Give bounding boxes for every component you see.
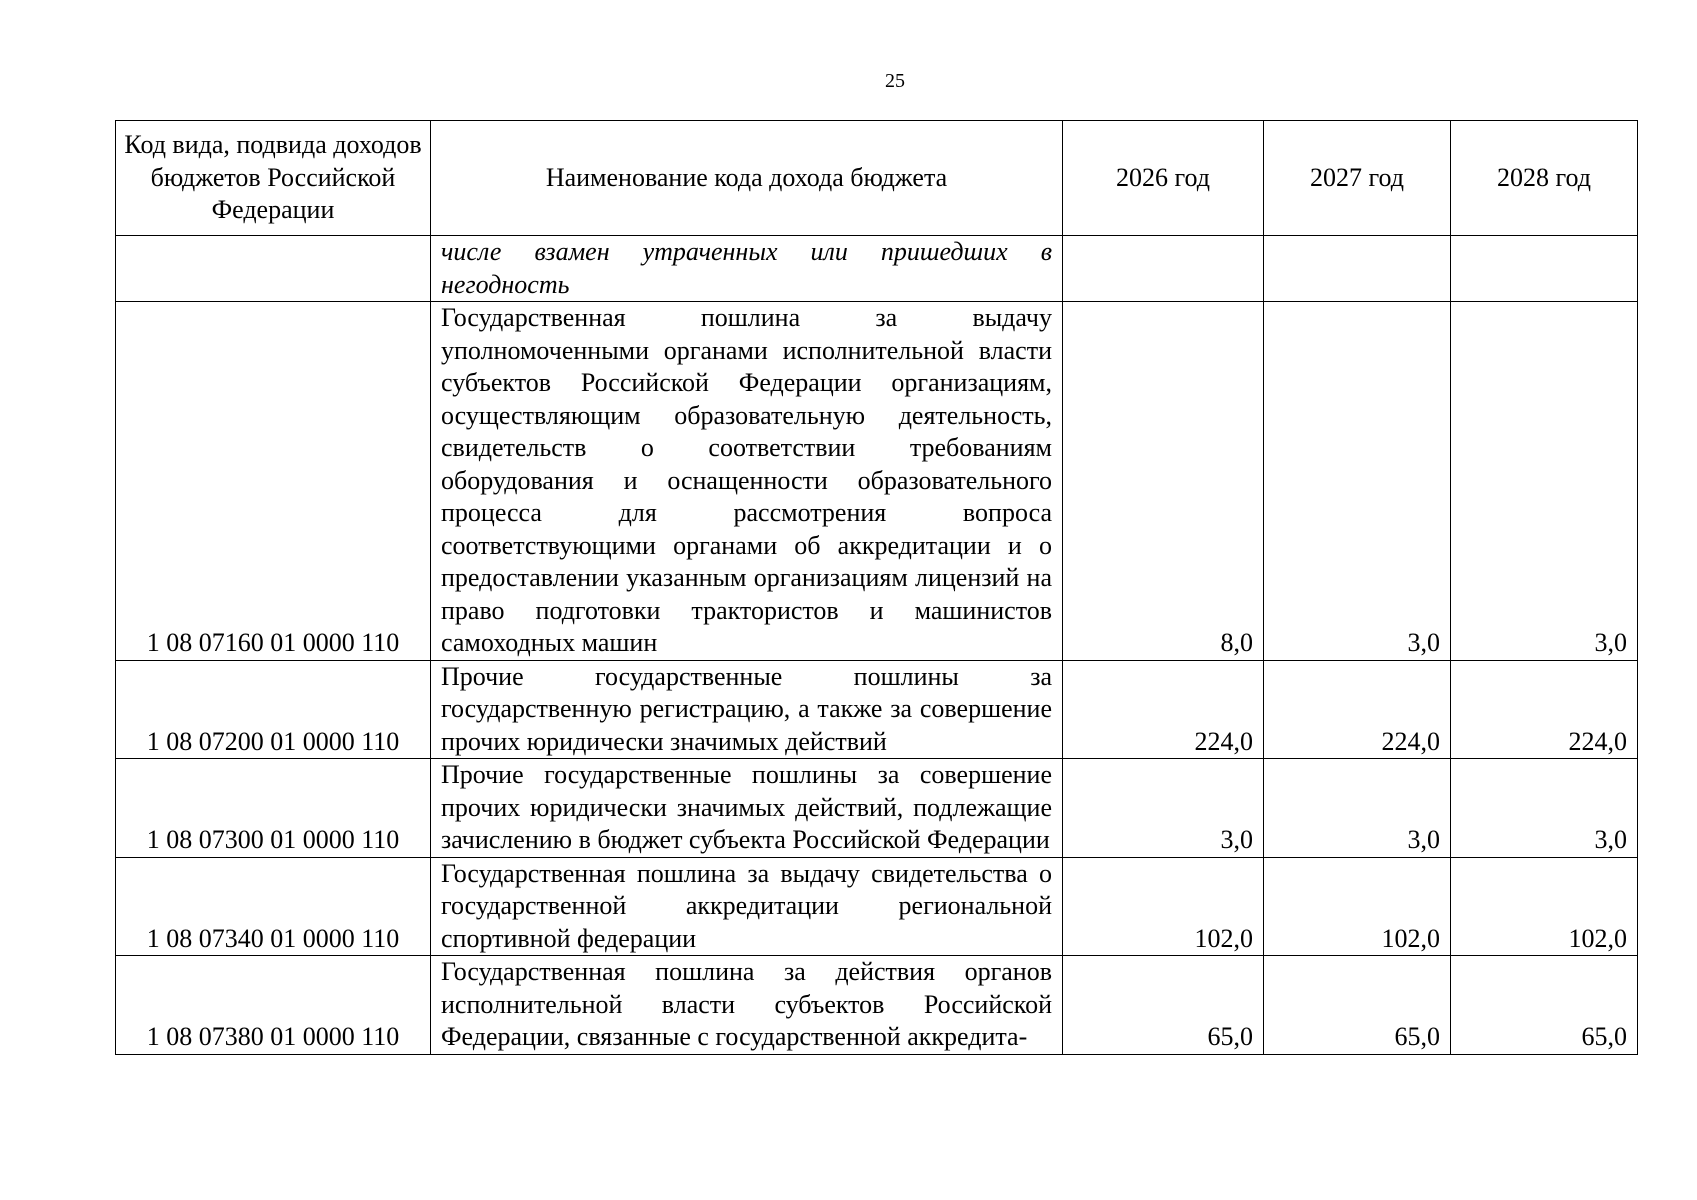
header-2028: 2028 год <box>1451 121 1638 236</box>
header-2026: 2026 год <box>1063 121 1264 236</box>
page-number: 25 <box>885 70 905 92</box>
row-value-2027: 65,0 <box>1264 956 1451 1055</box>
row-code: 1 08 07340 01 0000 110 <box>116 857 431 956</box>
row-code: 1 08 07200 01 0000 110 <box>116 660 431 759</box>
row-value-2027: 102,0 <box>1264 857 1451 956</box>
header-name: Наименование кода дохода бюджета <box>431 121 1063 236</box>
row-code: 1 08 07300 01 0000 110 <box>116 759 431 858</box>
row-value-2026: 3,0 <box>1063 759 1264 858</box>
row-value-2027: 3,0 <box>1264 302 1451 661</box>
row-code: 1 08 07160 01 0000 110 <box>116 302 431 661</box>
row-name: Прочие государственные пошлины за государственную регистрацию, а также за совершение прочих юридически значимых действий <box>431 660 1063 759</box>
table-row <box>116 302 1638 661</box>
row-value-2026: 65,0 <box>1063 956 1264 1055</box>
table-row <box>116 660 1638 759</box>
row-name: Государственная пошлина за выдачу свидетельства о государственной аккредитации региональной спортивной федерации <box>431 857 1063 956</box>
revenue-table <box>115 120 1638 1055</box>
row-value-2027: 224,0 <box>1264 660 1451 759</box>
row-value-2027: 3,0 <box>1264 759 1451 858</box>
table-row <box>116 759 1638 858</box>
table-header-row <box>116 121 1638 236</box>
row-value-2028: 65,0 <box>1451 956 1638 1055</box>
table-row <box>116 236 1638 302</box>
row-name: Государственная пошлина за действия органов исполнительной власти субъектов Российской Федерации, связанные с государственной аккредита- <box>431 956 1063 1055</box>
row-value-2028: 3,0 <box>1451 759 1638 858</box>
row-code: 1 08 07380 01 0000 110 <box>116 956 431 1055</box>
row-value-2028: 224,0 <box>1451 660 1638 759</box>
header-code: Код вида, подвида доходов бюджетов Российской Федерации <box>116 121 431 236</box>
row-value-2026 <box>1063 236 1264 302</box>
row-name: Прочие государственные пошлины за совершение прочих юридически значимых действий, подлежащие зачислению в бюджет субъекта Российской Федерации <box>431 759 1063 858</box>
row-code <box>116 236 431 302</box>
row-value-2028: 3,0 <box>1451 302 1638 661</box>
row-value-2028: 102,0 <box>1451 857 1638 956</box>
row-value-2028 <box>1451 236 1638 302</box>
row-name: Государственная пошлина за выдачу уполномоченными органами исполнительной власти субъектов Российской Федерации организациям, осуществляющим образовательную деятельность, свидетельств о соответствии требованиям оборудования и оснащенности образовательного процесса для рассмотрения вопроса соответствующими органами об аккредитации и о предоставлении указанным организациям лицензий на право подготовки трактористов и машинистов самоходных машин <box>431 302 1063 661</box>
table-row <box>116 956 1638 1055</box>
row-value-2026: 102,0 <box>1063 857 1264 956</box>
table-row <box>116 857 1638 956</box>
row-value-2027 <box>1264 236 1451 302</box>
row-name: числе взамен утраченных или пришедших в негодность <box>431 236 1063 302</box>
row-value-2026: 224,0 <box>1063 660 1264 759</box>
header-2027: 2027 год <box>1264 121 1451 236</box>
row-value-2026: 8,0 <box>1063 302 1264 661</box>
